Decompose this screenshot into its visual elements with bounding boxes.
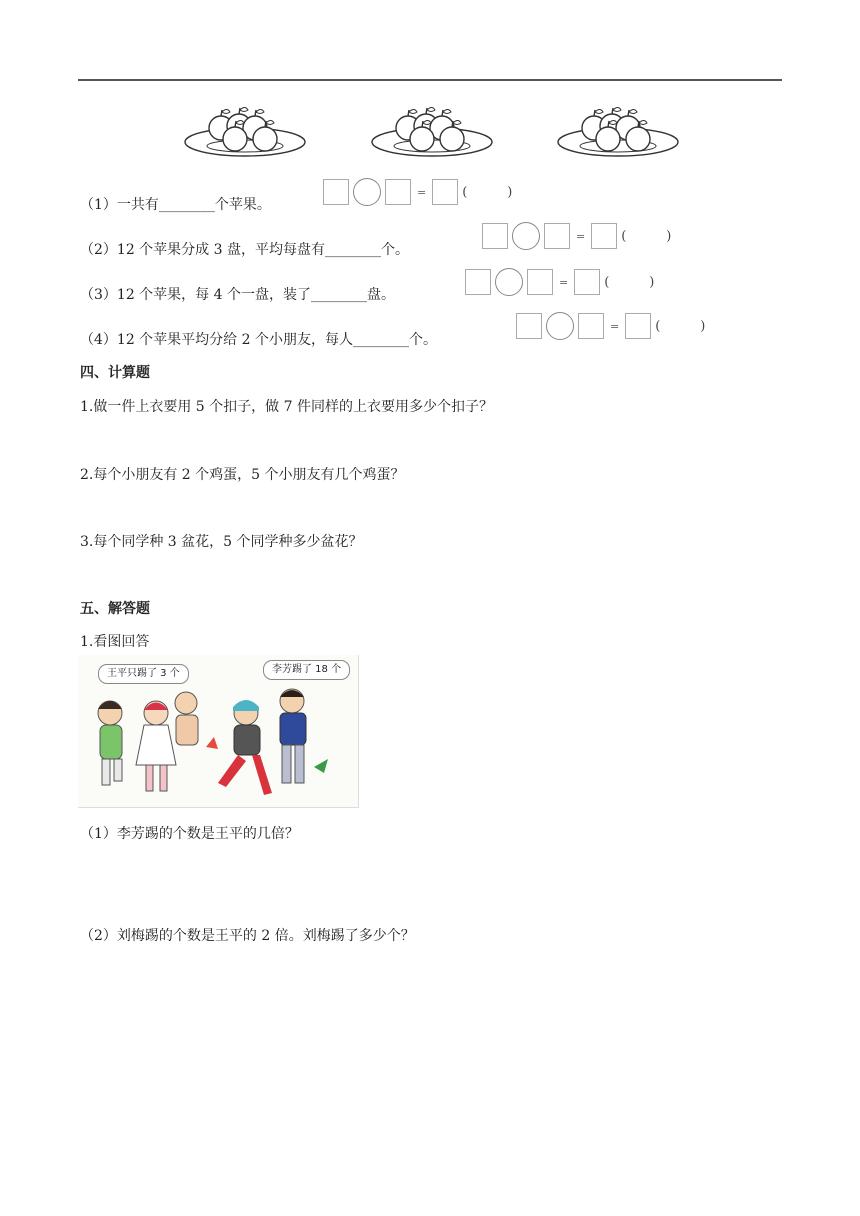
open-paren: (: [655, 318, 661, 334]
answer-box[interactable]: [385, 179, 411, 205]
equation-boxes-1: [323, 178, 512, 206]
calc-question-3: 3.每个同学种 3 盆花，5 个同学种多少盆花？: [80, 534, 363, 550]
speech-bubble-left: 王平只踢了 3 个: [98, 664, 189, 684]
answer-box[interactable]: [465, 269, 491, 295]
answer-box[interactable]: [625, 313, 651, 339]
answer-box[interactable]: [527, 269, 553, 295]
answer-box[interactable]: [482, 223, 508, 249]
open-paren: (: [462, 184, 468, 200]
plate-1: [185, 108, 305, 157]
answer-box[interactable]: [578, 313, 604, 339]
speech-bubble-right: 李芳踢了 18 个: [263, 660, 350, 680]
answer-box[interactable]: [591, 223, 617, 249]
answer-box[interactable]: [323, 179, 349, 205]
sub-question-2: （2）刘梅踢的个数是王平的 2 倍。刘梅踢了多少个？: [80, 928, 415, 944]
answer-box[interactable]: [574, 269, 600, 295]
plate-3: [558, 108, 678, 157]
operator-circle[interactable]: [546, 312, 574, 340]
section-heading-answer: 五、解答题: [80, 601, 150, 617]
kids-drawing: [78, 655, 358, 807]
equals-sign: =: [576, 229, 586, 243]
operator-circle[interactable]: [512, 222, 540, 250]
fill-question-4: （4）12 个苹果平均分给 2 个小朋友，每人________个。: [80, 332, 437, 348]
answer-item-title: 1.看图回答: [80, 634, 150, 650]
equals-sign: =: [559, 275, 569, 289]
close-paren: ): [700, 318, 706, 334]
close-paren: ): [666, 228, 672, 244]
equals-sign: =: [610, 319, 620, 333]
section-heading-calc: 四、计算题: [80, 365, 150, 381]
fill-question-2: （2）12 个苹果分成 3 盘，平均每盘有________个。: [80, 242, 409, 258]
calc-question-1: 1.做一件上衣要用 5 个扣子，做 7 件同样的上衣要用多少个扣子？: [80, 399, 493, 415]
open-paren: (: [621, 228, 627, 244]
operator-circle[interactable]: [353, 178, 381, 206]
equation-boxes-4: [516, 312, 705, 340]
fill-question-1: （1）一共有________个苹果。: [80, 197, 271, 213]
plate-2: [372, 108, 492, 157]
calc-question-2: 2.每个小朋友有 2 个鸡蛋，5 个小朋友有几个鸡蛋？: [80, 467, 405, 483]
kids-kicking-shuttlecock-illustration: [78, 655, 359, 808]
equation-boxes-3: [465, 268, 654, 296]
answer-box[interactable]: [516, 313, 542, 339]
apple-plates-illustration: [180, 106, 690, 166]
close-paren: ): [507, 184, 513, 200]
answer-box[interactable]: [544, 223, 570, 249]
operator-circle[interactable]: [495, 268, 523, 296]
open-paren: (: [604, 274, 610, 290]
sub-question-1: （1）李芳踢的个数是王平的几倍？: [80, 826, 299, 842]
close-paren: ): [649, 274, 655, 290]
equals-sign: =: [417, 185, 427, 199]
answer-box[interactable]: [432, 179, 458, 205]
fill-question-3: （3）12 个苹果，每 4 个一盘，装了________盘。: [80, 287, 395, 303]
header-rule: [78, 79, 782, 81]
equation-boxes-2: [482, 222, 671, 250]
